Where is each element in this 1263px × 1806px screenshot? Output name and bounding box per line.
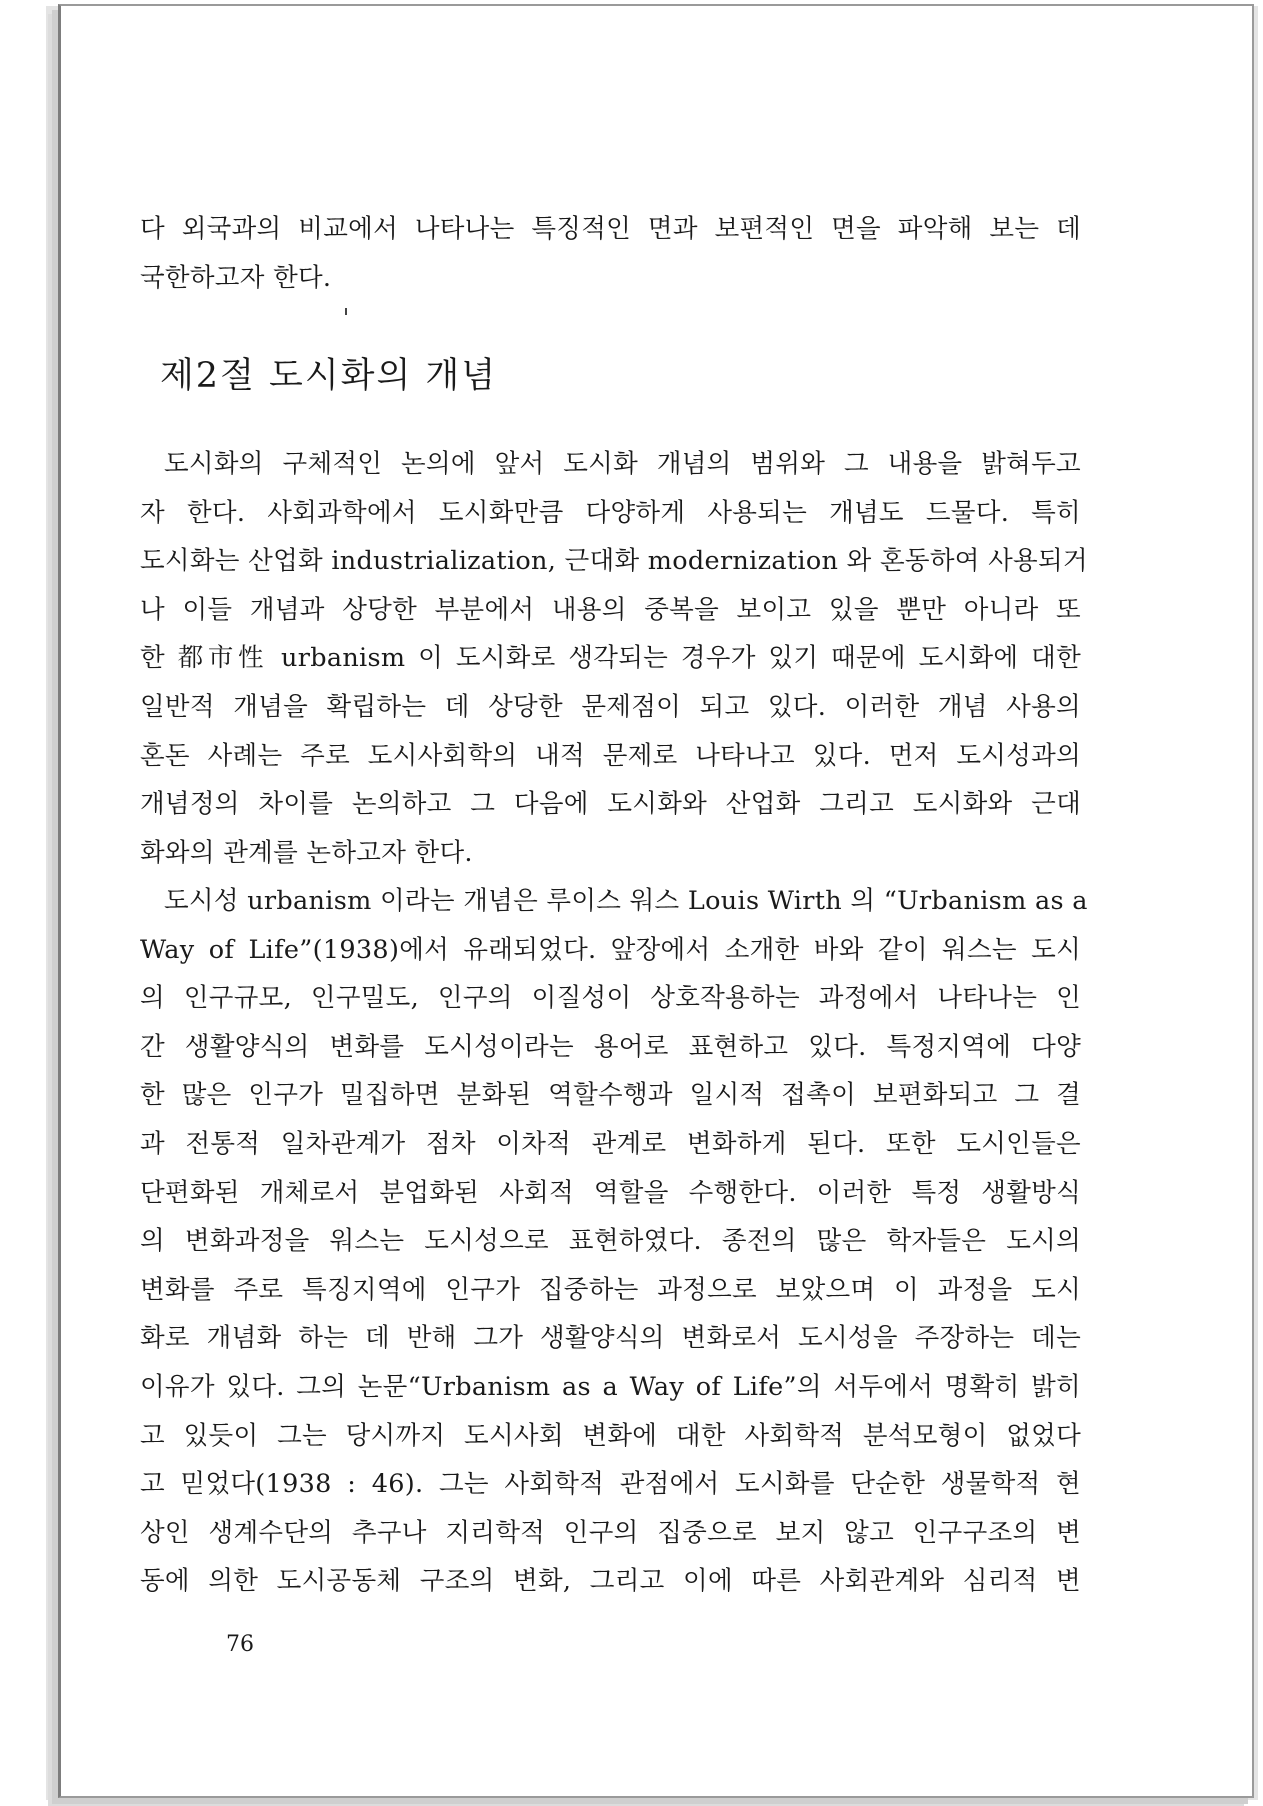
text-line: 한 都市性 urbanism 이 도시화로 생각되는 경우가 있기 때문에 도시화에 대한 <box>140 643 1081 674</box>
text-line: Way of Life”(1938)에서 유래되었다. 앞장에서 소개한 바와 같이 워스는 도시 <box>140 934 1081 965</box>
text-line: 변화를 주로 특징지역에 인구가 집중하는 과정으로 보았으며 이 과정을 도시 <box>140 1274 1081 1305</box>
text-line: 나 이들 개념과 상당한 부분에서 내용의 중복을 보이고 있을 뿐만 아니라 또 <box>140 594 1081 625</box>
text-line: 도시화는 산업화 industrialization, 근대화 modernization 와 혼동하여 사용되거 <box>140 546 1088 577</box>
text-line: 단편화된 개체로서 분업화된 사회적 역할을 수행한다. 이러한 특정 생활방식 <box>140 1177 1081 1208</box>
text-line: 화와의 관계를 논하고자 한다. <box>140 837 473 868</box>
text-line: 화로 개념화 하는 데 반해 그가 생활양식의 변화로서 도시성을 주장하는 데는 <box>140 1323 1081 1354</box>
text-line: 도시성 urbanism 이라는 개념은 루이스 워스 Louis Wirth 의 “Urbanism as a <box>164 886 1088 916</box>
text-line: 한 많은 인구가 밀집하면 분화된 역할수행과 일시적 접촉이 보편화되고 그 결 <box>140 1080 1081 1111</box>
text-line: 이유가 있다. 그의 논문“Urbanism as a Way of Life”의 서두에서 명확히 밝히 <box>140 1371 1081 1402</box>
paragraph-1 <box>140 440 1088 877</box>
page-number: 76 <box>226 1632 254 1657</box>
text-line: 의 인구규모, 인구밀도, 인구의 이질성이 상호작용하는 과정에서 나타나는 인 <box>140 983 1081 1014</box>
paragraph-2 <box>140 877 1088 1606</box>
text-line: 일반적 개념을 확립하는 데 상당한 문제점이 되고 있다. 이러한 개념 사용의 <box>140 691 1081 722</box>
text-line: 의 변화과정을 워스는 도시성으로 표현하였다. 종전의 많은 학자들은 도시의 <box>140 1226 1081 1257</box>
text-line: 국한하고자 한다. <box>140 262 332 293</box>
text-line: 개념정의 차이를 논의하고 그 다음에 도시화와 산업화 그리고 도시화와 근대 <box>140 789 1081 820</box>
intro-text <box>140 205 1081 302</box>
text-line: 다 외국과의 비교에서 나타나는 특징적인 면과 보편적인 면을 파악해 보는 데 <box>140 214 1081 244</box>
text-line: 상인 생계수단의 추구나 지리학적 인구의 집중으로 보지 않고 인구구조의 변 <box>140 1517 1081 1548</box>
text-line: 고 있듯이 그는 당시까지 도시사회 변화에 대한 사회학적 분석모형이 없었다 <box>140 1420 1081 1451</box>
text-line: 혼돈 사례는 주로 도시사회학의 내적 문제로 나타나고 있다. 먼저 도시성과의 <box>140 740 1081 771</box>
text-line: 동에 의한 도시공동체 구조의 변화, 그리고 이에 따른 사회관계와 심리적 변 <box>140 1566 1081 1597</box>
text-line: 간 생활양식의 변화를 도시성이라는 용어로 표현하고 있다. 특정지역에 다양 <box>140 1031 1081 1062</box>
text-line: 고 믿었다(1938 : 46). 그는 사회학적 관점에서 도시화를 단순한 생물학적 현 <box>140 1469 1081 1500</box>
stray-ink-mark <box>345 308 347 315</box>
text-line: 자 한다. 사회과학에서 도시화만큼 다양하게 사용되는 개념도 드물다. 특히 <box>140 497 1081 528</box>
text-line: 도시화의 구체적인 논의에 앞서 도시화 개념의 범위와 그 내용을 밝혀두고 <box>164 449 1081 479</box>
text-line: 과 전통적 일차관계가 점차 이차적 관계로 변화하게 된다. 또한 도시인들은 <box>140 1128 1081 1159</box>
section-heading: 제2절 도시화의 개념 <box>160 356 497 396</box>
